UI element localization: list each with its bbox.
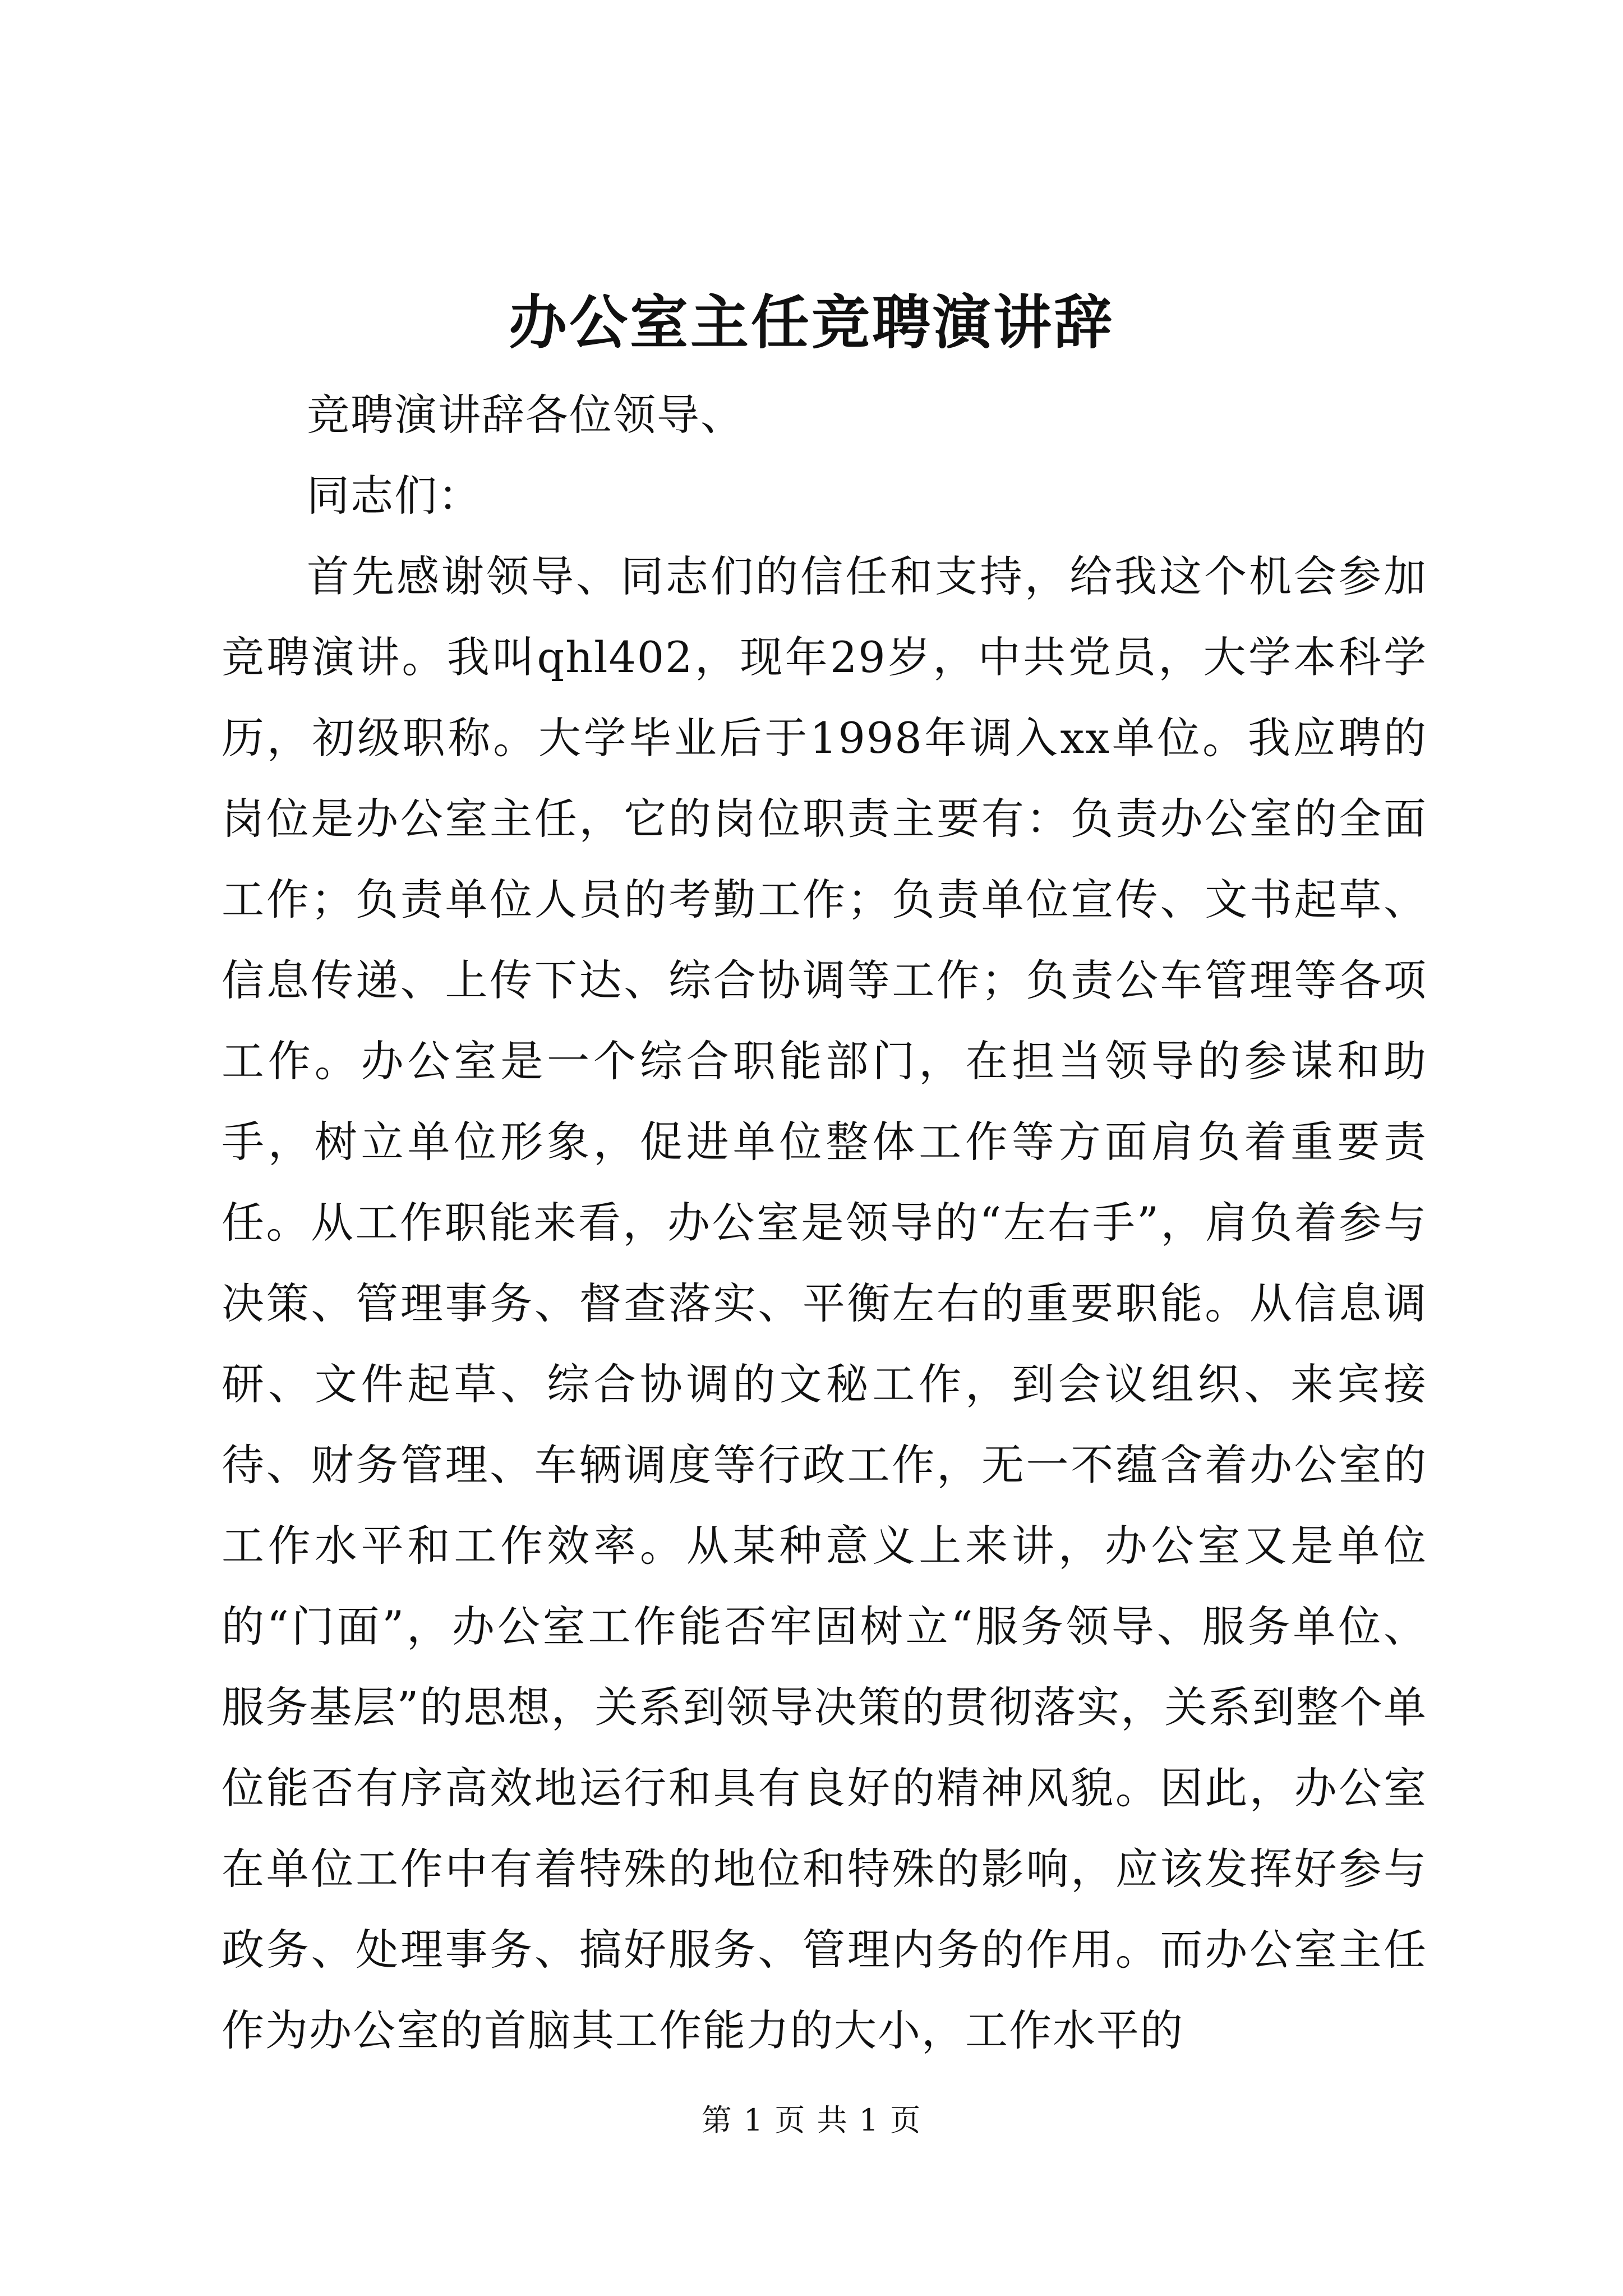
paragraph-main: 首先感谢领导、同志们的信任和支持，给我这个机会参加竞聘演讲。我叫qhl402，现年29岁，中共党员，大学本科学历，初级职称。大学毕业后于1998年调入xx单位。我应聘的岗位是办公室主任，它的岗位职责主要有：负责办公室的全面工作；负责单位人员的考勤工作；负责单位宣传、文书起草、信息传递、上传下达、综合协调等工作；负责公车管理等各项工作。办公室是一个综合职能部门，在担当领导的参谋和助手，树立单位形象，促进单位整体工作等方面肩负着重要责任。从工作职能来看，办公室是领导的“左右手”，肩负着参与决策、管理事务、督查落实、平衡左右的重要职能。从信息调研、文件起草、综合协调的文秘工作，到会议组织、来宾接待、财务管理、车辆调度等行政工作，无一不蕴含着办公室的工作水平和工作效率。从某种意义上来讲，办公室又是单位的“门面”，办公室工作能否牢固树立“服务领导、服务单位、服务基层”的思想，关系到领导决策的贯彻落实，关系到整个单位能否有序高效地运行和具有良好的精神风貌。因此，办公室在单位工作中有着特殊的地位和特殊的影响，应该发挥好参与政务、处理事务、搞好服务、管理内务的作用。而办公室主任作为办公室的首脑其工作能力的大小，工作水平的 bbox=[222, 551, 1427, 2055]
paragraph-salutation: 竞聘演讲辞各位领导、 bbox=[307, 390, 744, 440]
document-body bbox=[222, 375, 1427, 2071]
paragraph-greeting: 同志们： bbox=[307, 471, 482, 521]
page-footer: 第 1 页 共 1 页 bbox=[701, 2102, 922, 2138]
document-title: 办公室主任竞聘演讲辞 bbox=[508, 288, 1114, 357]
